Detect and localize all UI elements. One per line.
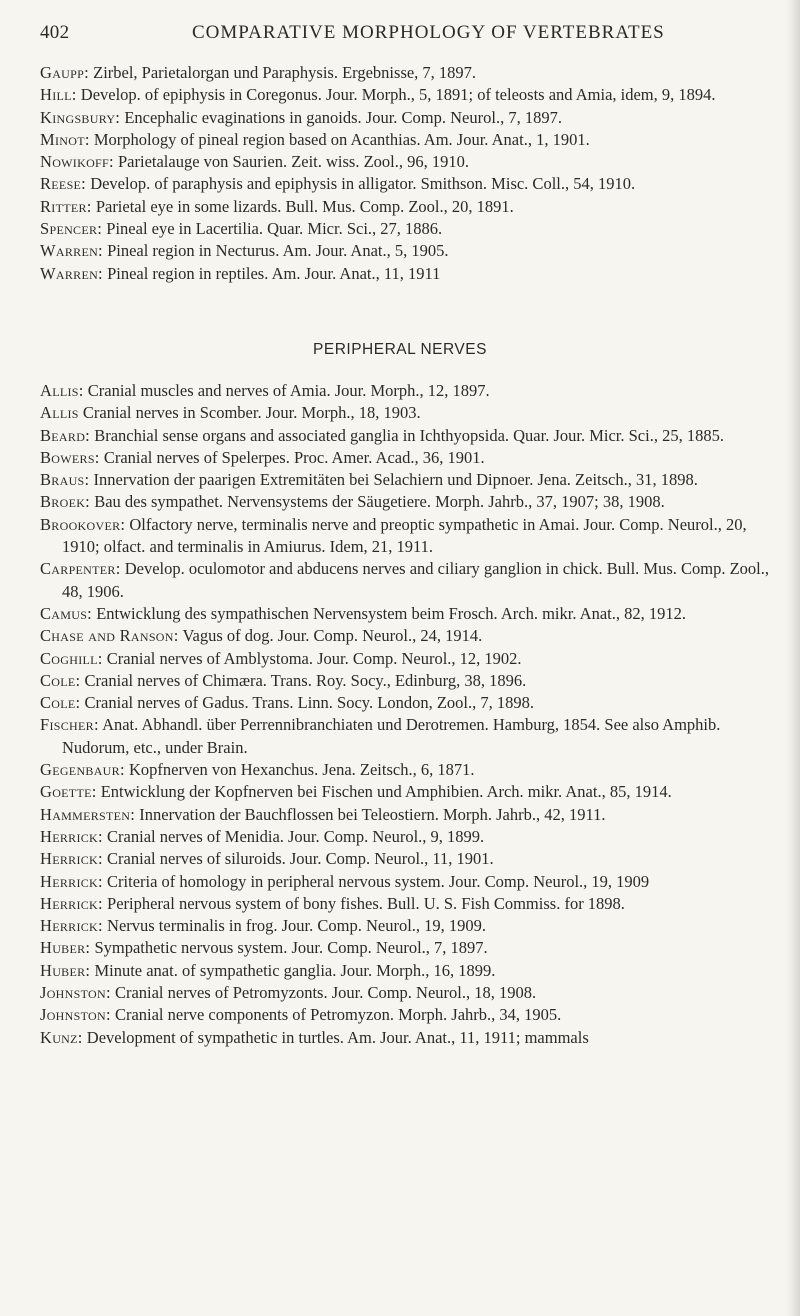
reference-text: Criteria of homology in peripheral nervous system. Jour. Comp. Neurol., 19, 1909 — [107, 871, 650, 891]
reference-entry — [40, 871, 772, 893]
reference-author: Coghill: — [40, 648, 103, 668]
reference-author: Herrick: — [40, 893, 103, 913]
reference-text: Entwicklung der Kopfnerven bei Fischen und Amphibien. Arch. mikr. Anat., 85, 1914. — [100, 782, 672, 802]
reference-author: Allis: — [40, 381, 84, 400]
reference-author: Gegenbaur: — [40, 760, 125, 780]
reference-entry — [40, 240, 772, 262]
reference-author: Cole: — [40, 693, 81, 713]
reference-entry — [40, 625, 772, 647]
reference-author: Nowikoff: — [40, 152, 114, 172]
reference-entry — [40, 714, 772, 759]
reference-text: Innervation der Bauchflossen bei Teleostiern. Morph. Jahrb., 42, 1911. — [139, 804, 606, 824]
reference-author: Herrick: — [40, 871, 103, 891]
reference-entry — [40, 692, 772, 714]
reference-text: Branchial sense organs and associated ganglia in Ichthyopsida. Quar. Jour. Micr. Sci., 25, 1885. — [94, 425, 724, 445]
running-title: COMPARATIVE MORPHOLOGY OF VERTEBRATES — [192, 22, 665, 43]
reference-author: Warren: — [40, 263, 103, 283]
page-spine-shadow — [786, 0, 800, 1316]
reference-text: Minute anat. of sympathetic ganglia. Jour. Morph., 16, 1899. — [94, 960, 496, 980]
reference-text: Develop. of paraphysis and epiphysis in alligator. Smithson. Misc. Coll., 54, 1910. — [90, 174, 636, 194]
reference-text: Cranial nerves of Spelerpes. Proc. Amer. Acad., 36, 1901. — [103, 447, 485, 467]
reference-text: Zirbel, Parietalorgan und Paraphysis. Ergebnisse, 7, 1897. — [93, 63, 477, 82]
reference-author: Fischer: — [40, 715, 99, 735]
reference-entry — [40, 107, 772, 129]
reference-author: Cole: — [40, 670, 81, 690]
reference-author: Carpenter: — [40, 559, 121, 579]
page-header — [40, 22, 770, 52]
reference-entry — [40, 915, 772, 937]
reference-author: Beard: — [40, 425, 91, 445]
reference-text: Cranial nerves of Chimæra. Trans. Roy. Socy., Edinburg, 38, 1896. — [84, 670, 527, 690]
reference-text: Develop. of epiphysis in Coregonus. Jour. Morph., 5, 1891; of teleosts and Amia, idem, 9, 1894. — [80, 85, 716, 105]
reference-text: Pineal region in Necturus. Am. Jour. Anat., 5, 1905. — [107, 241, 449, 261]
reference-text: Cranial nerves of Amblystoma. Jour. Comp. Neurol., 12, 1902. — [106, 648, 522, 668]
reference-entry — [40, 781, 772, 803]
reference-text: Cranial nerves of Gadus. Trans. Linn. Socy. London, Zool., 7, 1898. — [84, 693, 534, 713]
bibliography-peripheral-nerves — [40, 380, 772, 1049]
reference-entry — [40, 380, 772, 402]
reference-text: Pineal region in reptiles. Am. Jour. Anat., 11, 1911 — [107, 263, 441, 283]
reference-text: Anat. Abhandl. über Perrennibranchiaten und Derotremen. Hamburg, 1854. See also Amphib. Nudorum, etc., under Brain. — [62, 715, 721, 757]
reference-entry — [40, 447, 772, 469]
reference-author: Brookover: — [40, 514, 126, 534]
reference-text: Bau des sympathet. Nervensystems der Säugetiere. Morph. Jahrb., 37, 1907; 38, 1908. — [94, 492, 665, 512]
bibliography-pineal — [40, 62, 772, 285]
reference-entry — [40, 425, 772, 447]
reference-author: Kunz: — [40, 1027, 83, 1047]
reference-author: Johnston: — [40, 983, 111, 1003]
reference-text: Cranial nerves in Scomber. Jour. Morph., 18, 1903. — [82, 403, 421, 423]
reference-entry — [40, 491, 772, 513]
reference-entry — [40, 759, 772, 781]
reference-entry — [40, 603, 772, 625]
reference-entry — [40, 196, 772, 218]
section-heading: PERIPHERAL NERVES — [313, 341, 487, 358]
reference-author: Broek: — [40, 492, 91, 512]
reference-entry — [40, 826, 772, 848]
reference-text: Cranial nerves of siluroids. Jour. Comp. Neurol., 11, 1901. — [107, 849, 494, 869]
reference-author: Camus: — [40, 603, 93, 623]
reference-text: Cranial muscles and nerves of Amia. Jour. Morph., 12, 1897. — [87, 381, 490, 400]
reference-text: Cranial nerves of Petromyzonts. Jour. Comp. Neurol., 18, 1908. — [114, 983, 537, 1003]
reference-author: Warren: — [40, 241, 103, 261]
reference-author: Ritter: — [40, 196, 92, 216]
reference-author: Minot: — [40, 129, 90, 149]
reference-author: Hammersten: — [40, 804, 136, 824]
reference-text: Morphology of pineal region based on Acanthias. Am. Jour. Anat., 1, 1901. — [93, 129, 590, 149]
reference-text: Parietalauge von Saurien. Zeit. wiss. Zool., 96, 1910. — [118, 152, 470, 172]
reference-entry — [40, 558, 772, 603]
reference-text: Develop. oculomotor and abducens nerves and ciliary ganglion in chick. Bull. Mus. Comp. Zool., 48, 1906. — [62, 559, 770, 601]
reference-author: Gaupp: — [40, 63, 89, 82]
reference-entry — [40, 84, 772, 106]
reference-entry — [40, 960, 772, 982]
reference-text: Entwicklung des sympathischen Nervensystem beim Frosch. Arch. mikr. Anat., 82, 1912. — [96, 603, 686, 623]
reference-author: Herrick: — [40, 916, 103, 936]
reference-author: Hill: — [40, 85, 77, 105]
reference-entry — [40, 218, 772, 240]
reference-entry — [40, 937, 772, 959]
reference-entry — [40, 151, 772, 173]
reference-entry — [40, 848, 772, 870]
reference-entry — [40, 173, 772, 195]
reference-entry — [40, 893, 772, 915]
reference-author: Bowers: — [40, 447, 100, 467]
reference-text: Olfactory nerve, terminalis nerve and preoptic sympathetic in Amai. Jour. Comp. Neurol., 20, 1910; olfact. and terminalis in Amiurus. Idem, 21, 1911. — [62, 514, 747, 557]
reference-author: Huber: — [40, 960, 91, 980]
reference-author: Kingsbury: — [40, 107, 121, 127]
reference-author: Herrick: — [40, 849, 103, 869]
reference-author: Goette: — [40, 782, 97, 802]
reference-entry — [40, 670, 772, 692]
reference-text: Cranial nerves of Menidia. Jour. Comp. Neurol., 9, 1899. — [107, 826, 485, 846]
reference-author: Allis — [40, 403, 79, 423]
reference-entry — [40, 1004, 772, 1026]
reference-text: Peripheral nervous system of bony fishes. Bull. U. S. Fish Commiss. for 1898. — [107, 893, 625, 913]
reference-entry — [40, 982, 772, 1004]
reference-text: Development of sympathetic in turtles. Am. Jour. Anat., 11, 1911; mammals — [86, 1027, 589, 1047]
reference-entry — [40, 804, 772, 826]
reference-entry — [40, 263, 772, 285]
reference-text: Cranial nerve components of Petromyzon. Morph. Jahrb., 34, 1905. — [114, 1005, 562, 1025]
reference-author: Herrick: — [40, 826, 103, 846]
reference-author: Johnston: — [40, 1005, 111, 1025]
reference-entry — [40, 469, 772, 491]
reference-entry — [40, 62, 772, 84]
reference-text: Pineal eye in Lacertilia. Quar. Micr. Sci., 27, 1886. — [106, 219, 443, 239]
page-number: 402 — [40, 22, 70, 43]
reference-text: Innervation der paarigen Extremitäten bei Selachiern und Dipnoer. Jena. Zeitsch., 31, 1898. — [93, 470, 698, 490]
reference-author: Spencer: — [40, 219, 103, 239]
reference-text: Sympathetic nervous system. Jour. Comp. Neurol., 7, 1897. — [94, 938, 488, 958]
reference-entry — [40, 1027, 772, 1049]
reference-text: Encephalic evaginations in ganoids. Jour. Comp. Neurol., 7, 1897. — [124, 107, 562, 127]
reference-entry — [40, 648, 772, 670]
reference-text: Vagus of dog. Jour. Comp. Neurol., 24, 1914. — [182, 626, 483, 646]
reference-author: Huber: — [40, 938, 91, 958]
reference-author: Braus: — [40, 470, 90, 490]
reference-text: Kopfnerven von Hexanchus. Jena. Zeitsch., 6, 1871. — [128, 760, 475, 780]
reference-entry — [40, 514, 772, 559]
reference-entry — [40, 402, 772, 424]
reference-entry — [40, 129, 772, 151]
reference-author: Reese: — [40, 174, 87, 194]
reference-text: Parietal eye in some lizards. Bull. Mus. Comp. Zool., 20, 1891. — [95, 196, 514, 216]
reference-text: Nervus terminalis in frog. Jour. Comp. Neurol., 19, 1909. — [107, 916, 487, 936]
reference-author: Chase and Ranson: — [40, 626, 179, 646]
